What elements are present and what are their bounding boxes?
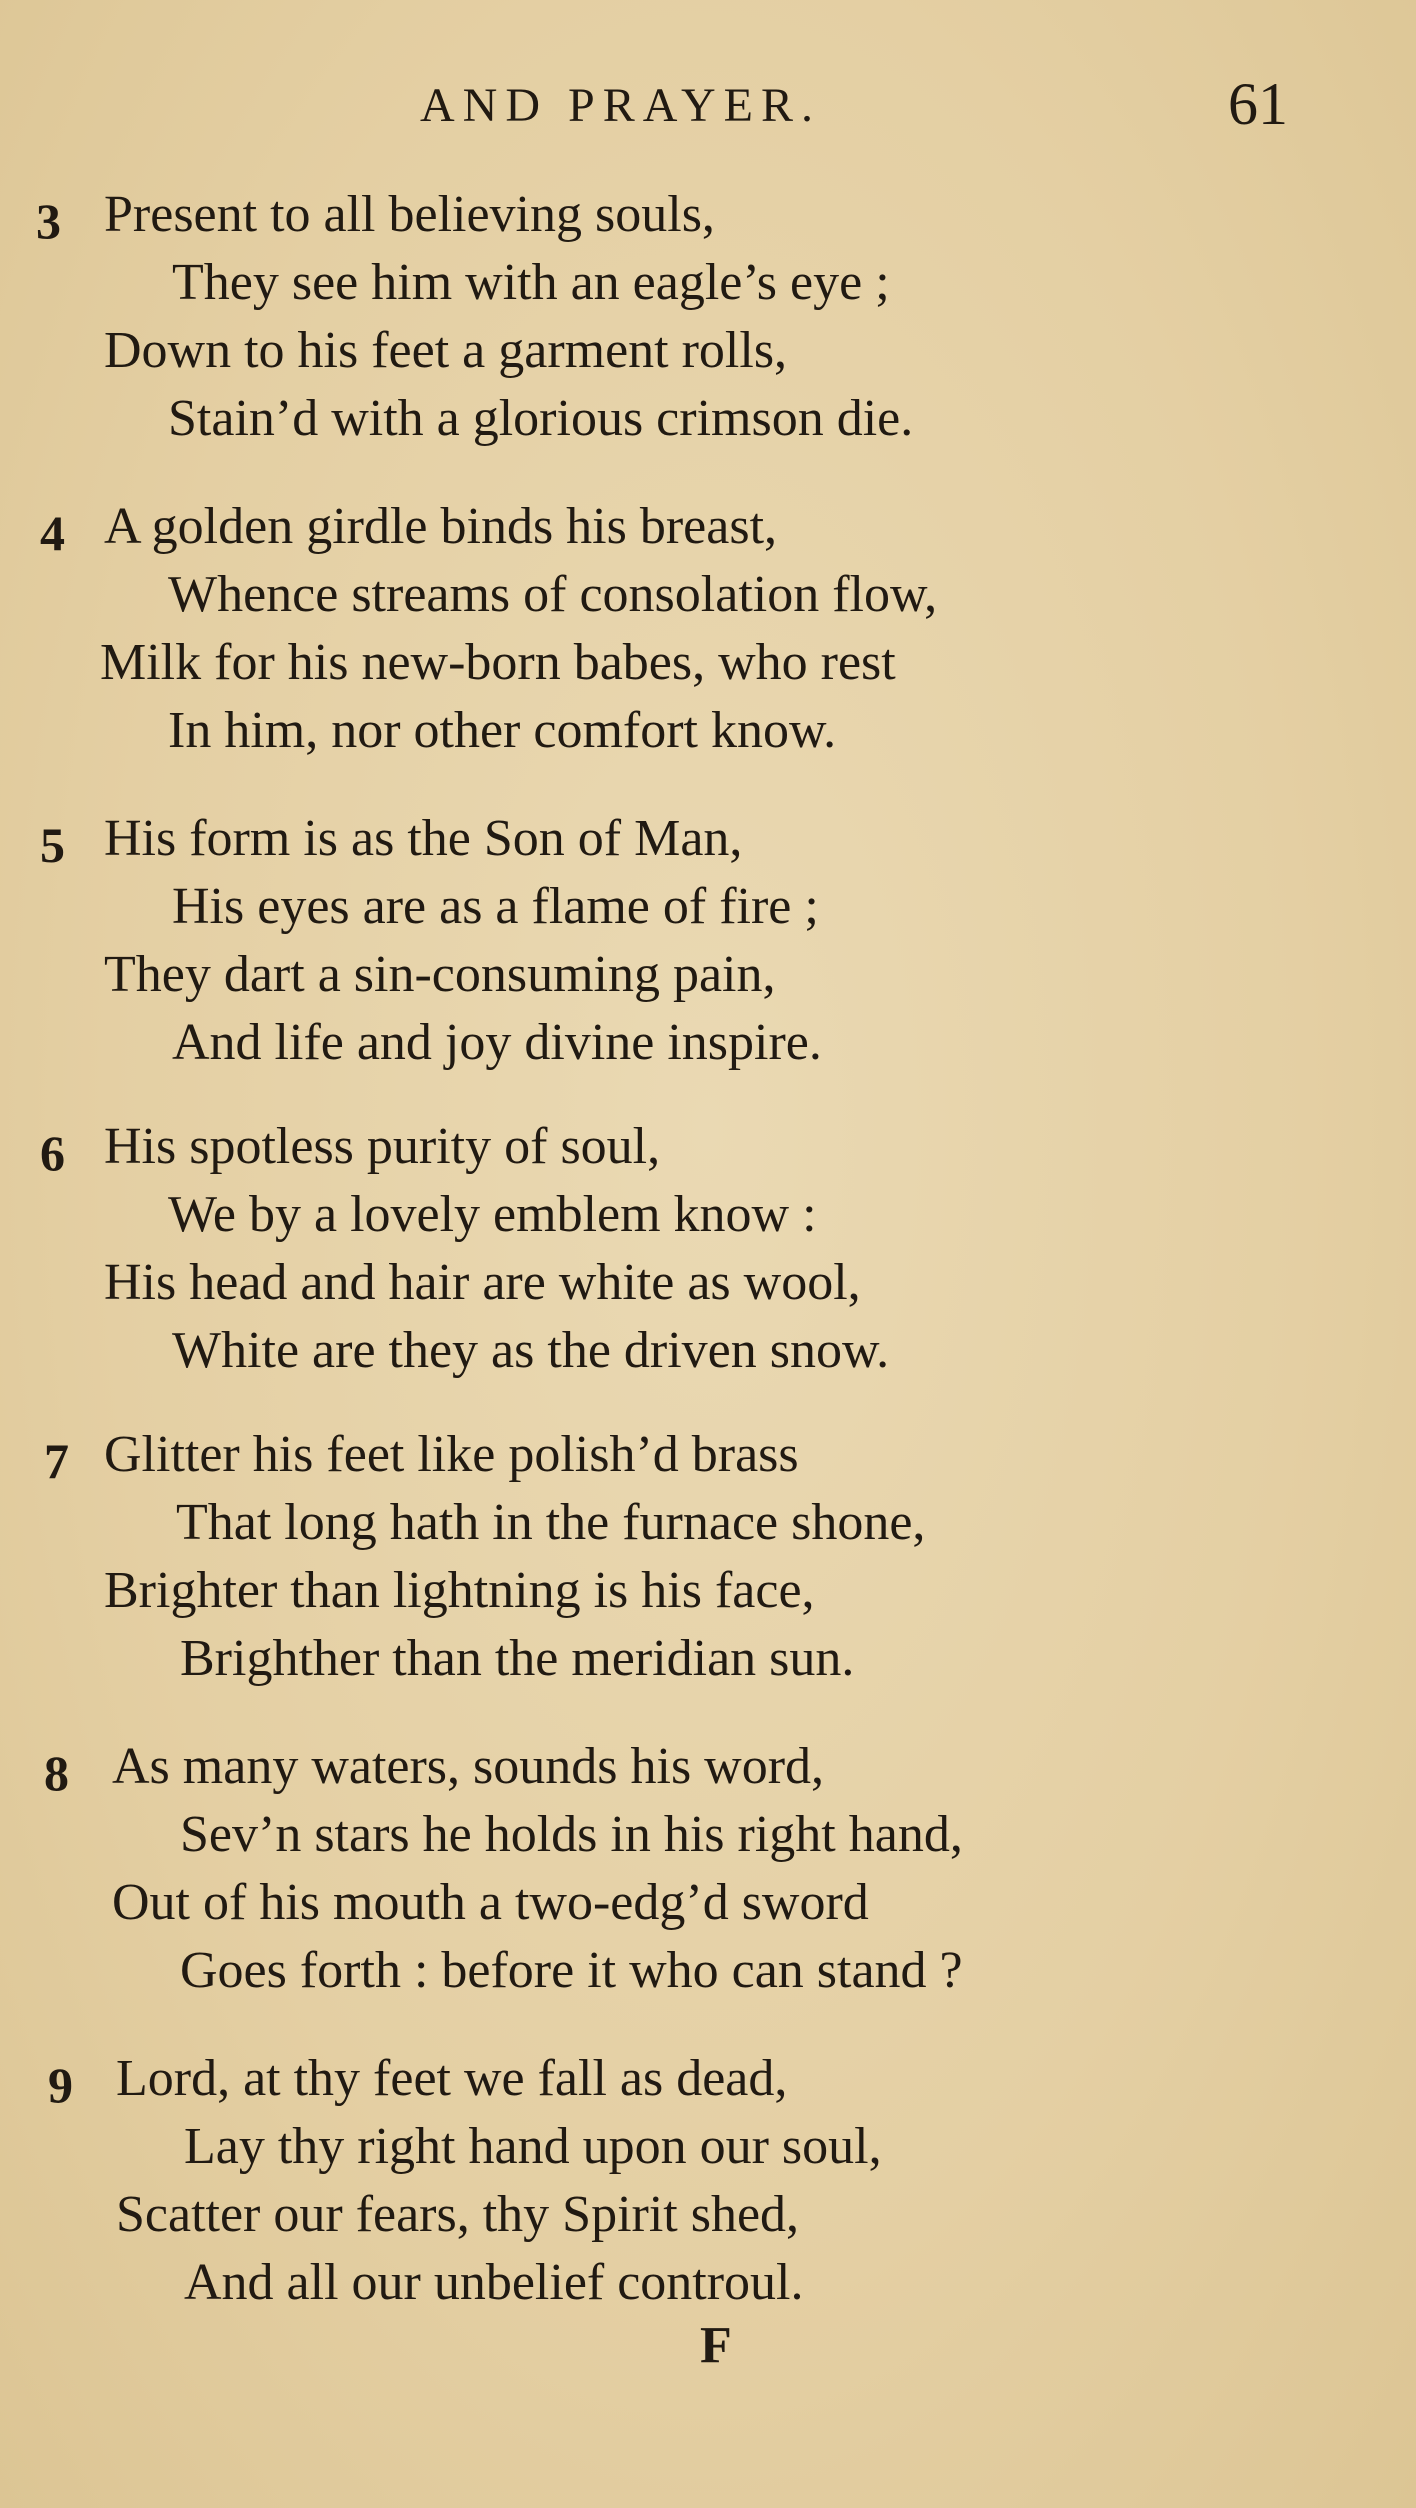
verse-line: That long hath in the furnace shone, [176, 1494, 926, 1551]
verse-line: As many waters, sounds his word, [112, 1738, 825, 1795]
verse-line: They see him with an eagle’s eye ; [172, 254, 890, 311]
verse-line: Milk for his new-born babes, who rest [100, 634, 896, 691]
stanza-number: 6 [40, 1125, 65, 1181]
signature-mark: F [700, 2317, 732, 2374]
verse-line: Scatter our fears, thy Spirit shed, [116, 2186, 800, 2243]
verse-line: White are they as the driven snow. [172, 1322, 890, 1379]
verse-line: Brighther than the meridian sun. [180, 1630, 855, 1687]
verse-line: Down to his feet a garment rolls, [104, 322, 788, 379]
stanza-number: 9 [48, 2057, 73, 2113]
verse-line: His eyes are as a flame of fire ; [172, 878, 819, 935]
verse-line: Lord, at thy feet we fall as dead, [116, 2050, 788, 2107]
verse-line: Lay thy right hand upon our soul, [184, 2118, 882, 2175]
verse-line: And life and joy divine inspire. [172, 1014, 822, 1071]
verse-line: And all our unbelief controul. [184, 2254, 804, 2311]
verse-line: His head and hair are white as wool, [104, 1254, 861, 1311]
verse-line: His spotless purity of soul, [104, 1118, 661, 1175]
verse-line: Glitter his feet like polish’d brass [104, 1426, 799, 1483]
verse-line: Stain’d with a glorious crimson die. [168, 390, 914, 447]
verse-line: Brighter than lightning is his face, [104, 1562, 815, 1619]
verse-line: Present to all believing souls, [104, 186, 715, 243]
stanza-number: 4 [40, 505, 65, 561]
verse-line: Out of his mouth a two-edg’d sword [112, 1874, 869, 1931]
verse-line: A golden girdle binds his breast, [104, 498, 778, 555]
stanza-number: 8 [44, 1745, 69, 1801]
verse-line: Whence streams of consolation flow, [168, 566, 938, 623]
verse-line: His form is as the Son of Man, [104, 810, 743, 867]
verse-line: Sev’n stars he holds in his right hand, [180, 1806, 963, 1863]
verse-line: They dart a sin-consuming pain, [104, 946, 776, 1003]
running-title: AND PRAYER. [420, 79, 821, 132]
stanza-number: 7 [44, 1433, 69, 1489]
verse-line: In him, nor other comfort know. [168, 702, 837, 759]
verse-line: We by a lovely emblem know : [168, 1186, 817, 1243]
page-number: 61 [1228, 71, 1288, 137]
stanza-number: 3 [36, 193, 61, 249]
stanza-number: 5 [40, 817, 65, 873]
verse-line: Goes forth : before it who can stand ? [180, 1942, 963, 1999]
